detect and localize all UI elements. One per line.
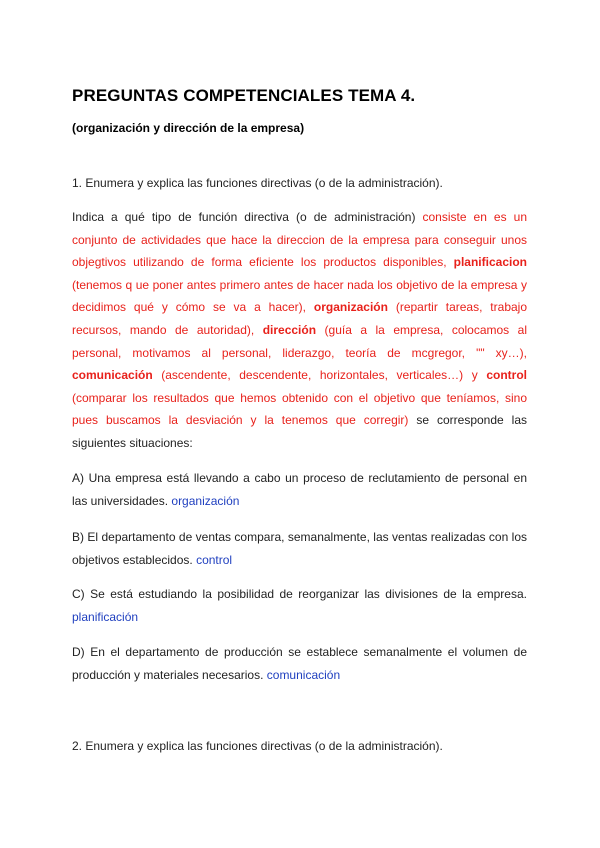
page-title: PREGUNTAS COMPETENCIALES TEMA 4. bbox=[72, 86, 416, 105]
situation-c bbox=[72, 583, 527, 628]
situation-answer: comunicación bbox=[266, 667, 341, 682]
function-planificacion-desc: (tenemos q ue poner antes primero antes de hacer nada los objetivo de la empresa y decidimos qué y cómo se va a hacer), bbox=[72, 277, 527, 315]
situation-answer: control bbox=[196, 552, 233, 567]
function-control: control bbox=[486, 368, 527, 383]
intro-lead: Indica a qué tipo de función directiva (o de administración) bbox=[72, 210, 423, 224]
function-organizacion-desc: (repartir tareas, trabajo recursos, mando de autoridad), bbox=[72, 300, 528, 337]
function-direccion-desc: (guía a la empresa, colocamos al personal, motivamos al personal, liderazgo, teoría de mcgregor, "" xy…), bbox=[72, 322, 528, 360]
situation-text: B) El departamento de ventas compara, semanalmente, las ventas realizadas con los objetivos establecidos. bbox=[72, 530, 527, 567]
page-subtitle: (organización y dirección de la empresa) bbox=[72, 121, 305, 135]
situation-d bbox=[72, 641, 527, 686]
function-direccion: dirección bbox=[262, 322, 317, 337]
situation-answer: planificación bbox=[72, 609, 139, 624]
situation-answer: organización bbox=[171, 493, 240, 508]
function-planificacion: planificacion bbox=[453, 255, 527, 270]
situation-text: A) Una empresa está llevando a cabo un proceso de reclutamiento de personal en las universidades. bbox=[72, 471, 527, 508]
function-organizacion: organización bbox=[313, 300, 388, 315]
function-control-desc: (comparar los resultados que hemos obtenido con el objetivo que teníamos, sino pues buscamos la desviación y la tenemos que corregir) bbox=[72, 390, 527, 428]
situation-text: D) En el departamento de producción se establece semanalmente el volumen de producción y materiales necesarios. bbox=[72, 645, 527, 682]
question-2: 2. Enumera y explica las funciones directivas (o de la administración). bbox=[72, 739, 443, 753]
intro-tail: se corresponde las siguientes situaciones: bbox=[72, 413, 527, 450]
situation-text: C) Se está estudiando la posibilidad de reorganizar las divisiones de la empresa. bbox=[72, 587, 527, 601]
function-comunicacion: comunicación bbox=[72, 368, 153, 383]
definition-text: consiste en es un conjunto de actividades que hace la direccion de la empresa para conseguir unos objegtivos utilizando de forma eficiente los productos disponibles, bbox=[72, 210, 527, 270]
intro-paragraph bbox=[72, 206, 527, 455]
situation-b bbox=[72, 526, 527, 571]
question-1: 1. Enumera y explica las funciones directivas (o de la administración). bbox=[72, 176, 443, 190]
function-comunicacion-desc: (ascendente, descendente, horizontales, verticales…) y bbox=[152, 368, 487, 383]
situation-a bbox=[72, 467, 527, 512]
